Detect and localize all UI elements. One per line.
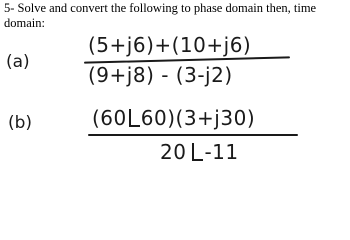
part-b-denominator-angle: -11 bbox=[204, 140, 239, 164]
part-b-denominator bbox=[160, 140, 239, 164]
part-b-numerator-close: )(3+j30) bbox=[167, 106, 256, 130]
part-b-label: (b) bbox=[8, 113, 33, 133]
problem-prompt: 5- Solve and convert the following to phase domain then, time domain: bbox=[4, 1, 317, 30]
angle-symbol bbox=[127, 106, 141, 130]
part-a-numerator: (5+j6)+(10+j6) bbox=[88, 33, 252, 57]
part-b-fraction-bar bbox=[88, 134, 298, 136]
part-b-numerator-open: (60 bbox=[92, 106, 127, 130]
angle-symbol bbox=[186, 140, 204, 164]
part-a-label: (a) bbox=[6, 52, 30, 72]
part-b-numerator-angle: 60 bbox=[140, 106, 168, 130]
part-b-denominator-mag: 20 bbox=[160, 140, 187, 164]
part-a-denominator: (9+j8) - (3-j2) bbox=[88, 63, 233, 87]
part-b-numerator bbox=[92, 106, 255, 130]
